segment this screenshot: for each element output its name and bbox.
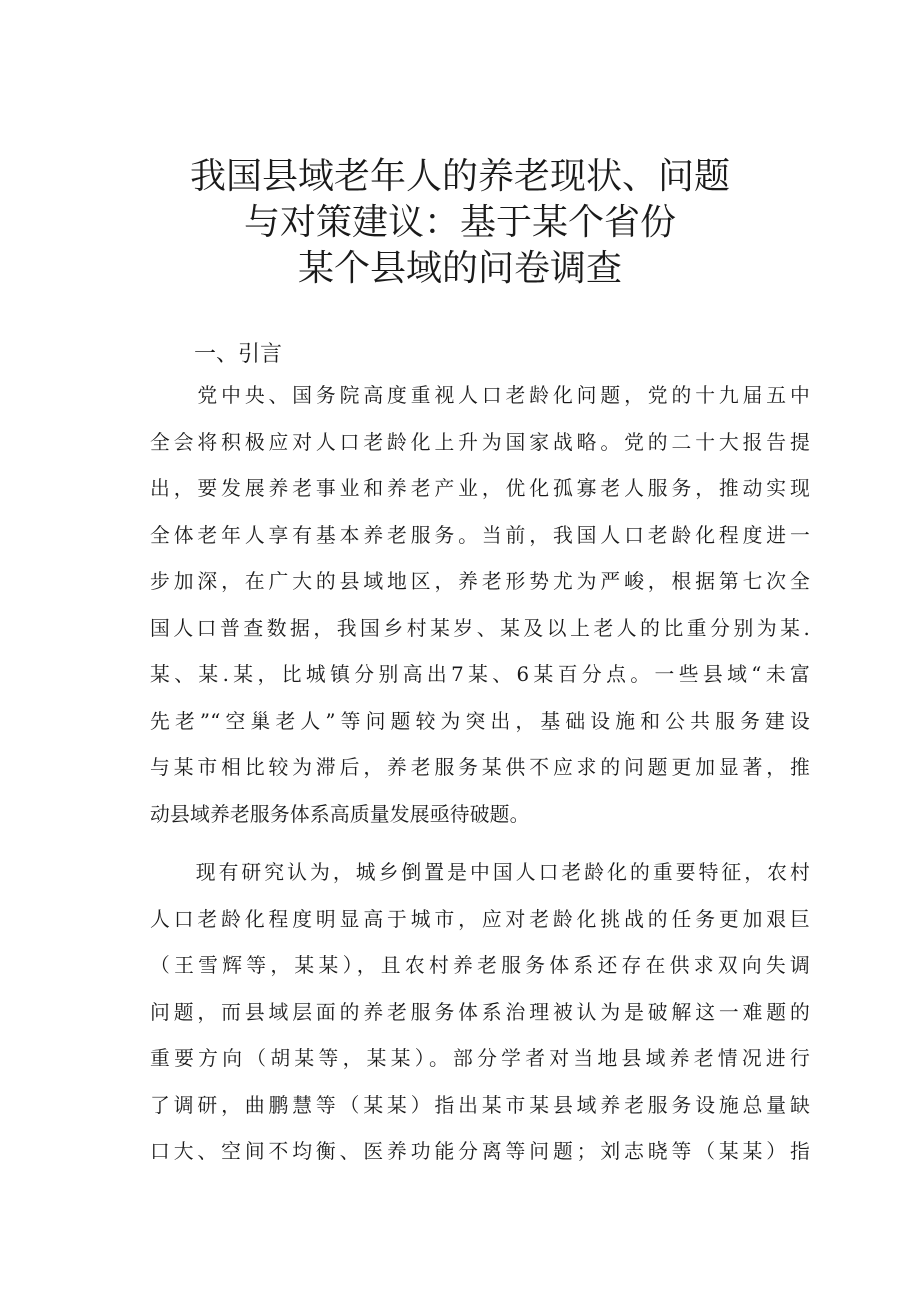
text-line: 问题，而县域层面的养老服务体系治理被认为是破解这一难题的: [150, 1000, 810, 1024]
text-line: （王雪辉等，某某），且农村养老服务体系还存在供求双向失调: [150, 954, 810, 977]
document-title: [150, 154, 770, 292]
paragraph-2: [150, 850, 810, 1176]
title-line-1: 我国县域老年人的养老现状、问题: [189, 156, 730, 197]
text-line: 人口老龄化程度明显高于城市，应对老龄化挑战的任务更加艰巨: [150, 907, 810, 931]
text-line: 了调研，曲鹏慧等（某某）指出某市某县域养老服务设施总量缺: [150, 1093, 810, 1117]
text-line: 步加深，在广大的县域地区，养老形势尤为严峻，根据第七次全: [150, 570, 810, 593]
paragraph-1: [150, 373, 810, 838]
text-line: 口大、空间不均衡、医养功能分离等问题；刘志晓等（某某）指: [150, 1140, 810, 1163]
paragraph-spacer: [150, 838, 810, 850]
text-line: 全会将积极应对人口老龄化上升为国家战略。党的二十大报告提: [150, 430, 810, 454]
text-line: 党中央、国务院高度重视人口老龄化问题，党的十九届五中: [150, 384, 810, 407]
text-line: 动县域养老服务体系高质量发展亟待破题。: [150, 802, 530, 826]
text-line: 出，要发展养老事业和养老产业，优化孤寡老人服务，推动实现: [150, 477, 810, 500]
text-line: 重要方向（胡某等，某某）。部分学者对当地县域养老情况进行: [150, 1047, 810, 1070]
text-line: 与某市相比较为滞后，养老服务某供不应求的问题更加显著，推: [150, 756, 810, 779]
body-text: [150, 373, 810, 1176]
text-line: 现有研究认为，城乡倒置是中国人口老龄化的重要特征，农村: [150, 861, 810, 884]
text-line: 全体老年人享有基本养老服务。当前，我国人口老龄化程度进一: [150, 523, 810, 547]
title-line-2: 与对策建议：基于某个省份: [243, 202, 676, 243]
text-line: 国人口普查数据，我国乡村某岁、某及以上老人的比重分别为某.: [150, 616, 810, 640]
title-line-3: 某个县域的问卷调查: [297, 248, 622, 289]
text-line: 某、某.某，比城镇分别高出7某、6某百分点。一些县域“未富: [150, 663, 810, 686]
text-line: 先老”“空巢老人”等问题较为突出，基础设施和公共服务建设: [150, 709, 810, 733]
section-heading: 一、引言: [194, 342, 283, 367]
